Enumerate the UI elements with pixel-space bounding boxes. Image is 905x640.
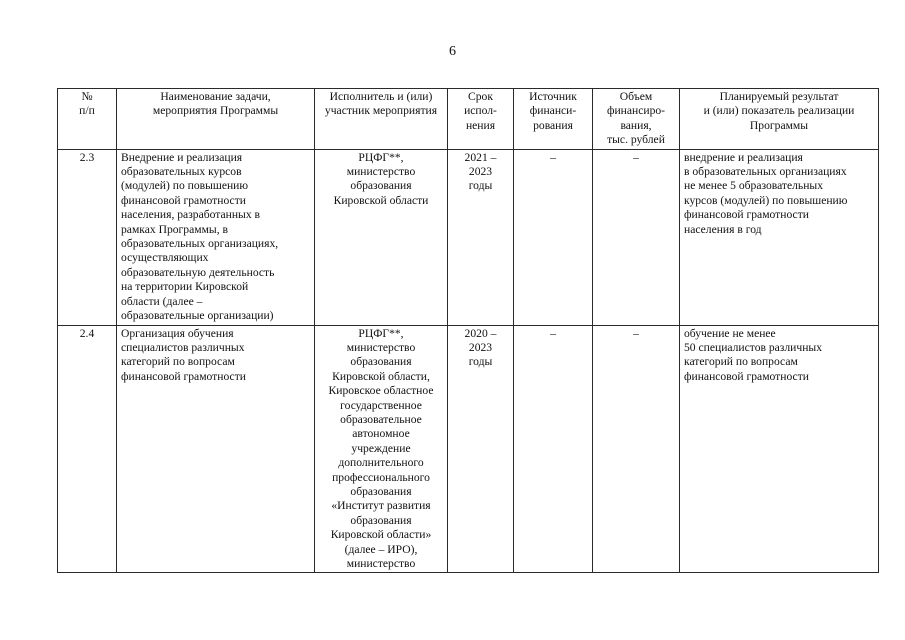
header-term: Срок испол- нения [448, 89, 514, 150]
row-number: 2.3 [58, 149, 117, 325]
row-term: 2021 – 2023 годы [448, 149, 514, 325]
header-task: Наименование задачи, мероприятия Программы [117, 89, 315, 150]
page-number: 6 [449, 44, 456, 59]
table-row [58, 325, 879, 573]
table-row [58, 149, 879, 325]
row-term: 2020 – 2023 годы [448, 325, 514, 573]
header-num: № п/п [58, 89, 117, 150]
header-result: Планируемый результат и (или) показатель реализации Программы [680, 89, 879, 150]
row-task: Организация обучения специалистов различных категорий по вопросам финансовой грамотности [117, 325, 315, 573]
row-executor: РЦФГ**, министерство образования Кировской области [315, 149, 448, 325]
row-result: внедрение и реализация в образовательных организациях не менее 5 образовательных курсов (модулей) по повышению финансовой грамотности населения в год [680, 149, 879, 325]
program-table [57, 88, 879, 573]
header-volume: Объем финансиро- вания, тыс. рублей [593, 89, 680, 150]
row-executor: РЦФГ**, министерство образования Кировской области, Кировское областное государственное образовательное автономное учреждение дополнительного профессионального образования «Институт развития образования Кировской области» (далее – ИРО), министерство [315, 325, 448, 573]
row-source: – [514, 325, 593, 573]
row-number: 2.4 [58, 325, 117, 573]
row-result: обучение не менее 50 специалистов различных категорий по вопросам финансовой грамотности [680, 325, 879, 573]
row-volume: – [593, 149, 680, 325]
header-row [58, 89, 879, 150]
header-source: Источник финанси- рования [514, 89, 593, 150]
header-executor: Исполнитель и (или) участник мероприятия [315, 89, 448, 150]
row-task: Внедрение и реализация образовательных курсов (модулей) по повышению финансовой грамотности населения, разработанных в рамках Программы, в образовательных организациях, осуществляющих образовательную деятельность на территории Кировской области (далее – образовательные организации) [117, 149, 315, 325]
row-volume: – [593, 325, 680, 573]
row-source: – [514, 149, 593, 325]
